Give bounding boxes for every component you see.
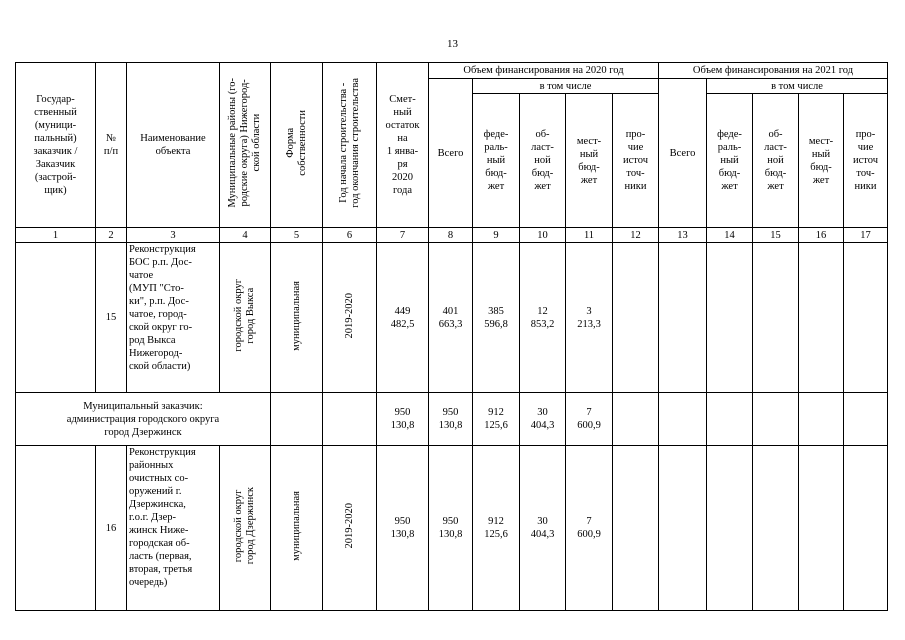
object-name: Реконструкция районных очистных со- оружений г. Дзержинска, г.о.г. Дзер- жинск Ниже- городская об- ласть (первая, вторая, третья очередь) (127, 446, 220, 611)
column-number: 12 (613, 228, 659, 243)
regional-2020: 12 853,2 (520, 243, 566, 393)
column-number: 10 (520, 228, 566, 243)
column-number: 17 (844, 228, 888, 243)
empty-cell (753, 446, 799, 611)
header-local-2021: мест- ный бюд- жет (799, 94, 844, 228)
years-cell (323, 243, 377, 393)
total-2020: 401 663,3 (429, 243, 473, 393)
table-row (16, 446, 888, 611)
empty-cell (707, 243, 753, 393)
column-number: 3 (127, 228, 220, 243)
table-row (16, 243, 888, 393)
row-number: 15 (96, 243, 127, 393)
column-number: 15 (753, 228, 799, 243)
district: городской округ город Выкса (233, 279, 256, 352)
empty-cell (613, 393, 659, 446)
column-number-row (16, 228, 888, 243)
column-number: 6 (323, 228, 377, 243)
column-number: 11 (566, 228, 613, 243)
header-federal-2021: феде- раль- ный бюд- жет (707, 94, 753, 228)
header-district-cell (220, 63, 271, 228)
empty-cell (799, 393, 844, 446)
empty-cell (16, 243, 96, 393)
header-total-2021: Всего (659, 79, 707, 228)
empty-cell (844, 446, 888, 611)
column-number: 1 (16, 228, 96, 243)
header-customer: Государ- ственный (муници- пальный) заказчик / Заказчик (застрой- щик) (16, 63, 96, 228)
investment-table (15, 62, 888, 611)
header-regional-2021: об- ласт- ной бюд- жет (753, 94, 799, 228)
empty-cell (271, 393, 323, 446)
column-number: 8 (429, 228, 473, 243)
empty-cell (707, 393, 753, 446)
remainder: 950 130,8 (377, 446, 429, 611)
header-federal-2020: феде- раль- ный бюд- жет (473, 94, 520, 228)
federal-2020: 912 125,6 (473, 393, 520, 446)
header-other-2021: про- чие источ точ- ники (844, 94, 888, 228)
empty-cell (844, 393, 888, 446)
header-incl-2020: в том числе (473, 79, 659, 94)
header-ownership-cell (271, 63, 323, 228)
federal-2020: 912 125,6 (473, 446, 520, 611)
header-number: № п/п (96, 63, 127, 228)
header-local-2020: мест- ный бюд- жет (566, 94, 613, 228)
regional-2020: 30 404,3 (520, 393, 566, 446)
ownership: муниципальная (290, 280, 302, 351)
column-number: 7 (377, 228, 429, 243)
total-2020: 950 130,8 (429, 393, 473, 446)
empty-cell (613, 446, 659, 611)
empty-cell (659, 243, 707, 393)
header-ownership: Форма собственности (284, 110, 308, 176)
header-years-cell (323, 63, 377, 228)
district-cell (220, 446, 271, 611)
customer-row (16, 393, 888, 446)
page-number: 13 (447, 38, 458, 50)
ownership-cell (271, 243, 323, 393)
header-object-name: Наименование объекта (127, 63, 220, 228)
empty-cell (659, 393, 707, 446)
column-number: 2 (96, 228, 127, 243)
empty-cell (799, 243, 844, 393)
empty-cell (16, 446, 96, 611)
header-remainder: Смет- ный остаток на 1 янва- ря 2020 года (377, 63, 429, 228)
remainder: 950 130,8 (377, 393, 429, 446)
column-number: 14 (707, 228, 753, 243)
header-fin-2021: Объем финансирования на 2021 год (659, 63, 888, 79)
header-incl-2021: в том числе (707, 79, 888, 94)
empty-cell (753, 243, 799, 393)
remainder: 449 482,5 (377, 243, 429, 393)
federal-2020: 385 596,8 (473, 243, 520, 393)
column-number: 9 (473, 228, 520, 243)
row-number: 16 (96, 446, 127, 611)
regional-2020: 30 404,3 (520, 446, 566, 611)
empty-cell (659, 446, 707, 611)
header-fin-2020: Объем финансирования на 2020 год (429, 63, 659, 79)
empty-cell (613, 243, 659, 393)
empty-cell (799, 446, 844, 611)
object-name: Реконструкция БОС р.п. Дос- чатое (МУП "Сто- ки", р.п. Дос- чатое, город- ской округ го- род Выкса Нижегород- ской области) (127, 243, 220, 393)
ownership-cell (271, 446, 323, 611)
empty-cell (323, 393, 377, 446)
column-number: 13 (659, 228, 707, 243)
header-regional-2020: об- ласт- ной бюд- жет (520, 94, 566, 228)
district: городской округ город Дзержинск (233, 487, 256, 565)
column-number: 5 (271, 228, 323, 243)
empty-cell (753, 393, 799, 446)
total-2020: 950 130,8 (429, 446, 473, 611)
header-total-2020: Всего (429, 79, 473, 228)
header-other-2020: про- чие источ точ- ники (613, 94, 659, 228)
empty-cell (844, 243, 888, 393)
years: 2019-2020 (343, 292, 355, 339)
column-number: 16 (799, 228, 844, 243)
header-years: Год начала строительства - год окончания строительства (337, 78, 361, 208)
ownership: муниципальная (290, 491, 302, 561)
district-cell (220, 243, 271, 393)
local-2020: 7 600,9 (566, 446, 613, 611)
years-cell (323, 446, 377, 611)
local-2020: 3 213,3 (566, 243, 613, 393)
local-2020: 7 600,9 (566, 393, 613, 446)
header-district: Муниципальные районы (го- родские округа) Нижегород- ской области (227, 78, 262, 208)
empty-cell (707, 446, 753, 611)
years: 2019-2020 (343, 503, 355, 549)
customer-label: Муниципальный заказчик: администрация городского округа город Дзержинск (16, 393, 271, 446)
column-number: 4 (220, 228, 271, 243)
